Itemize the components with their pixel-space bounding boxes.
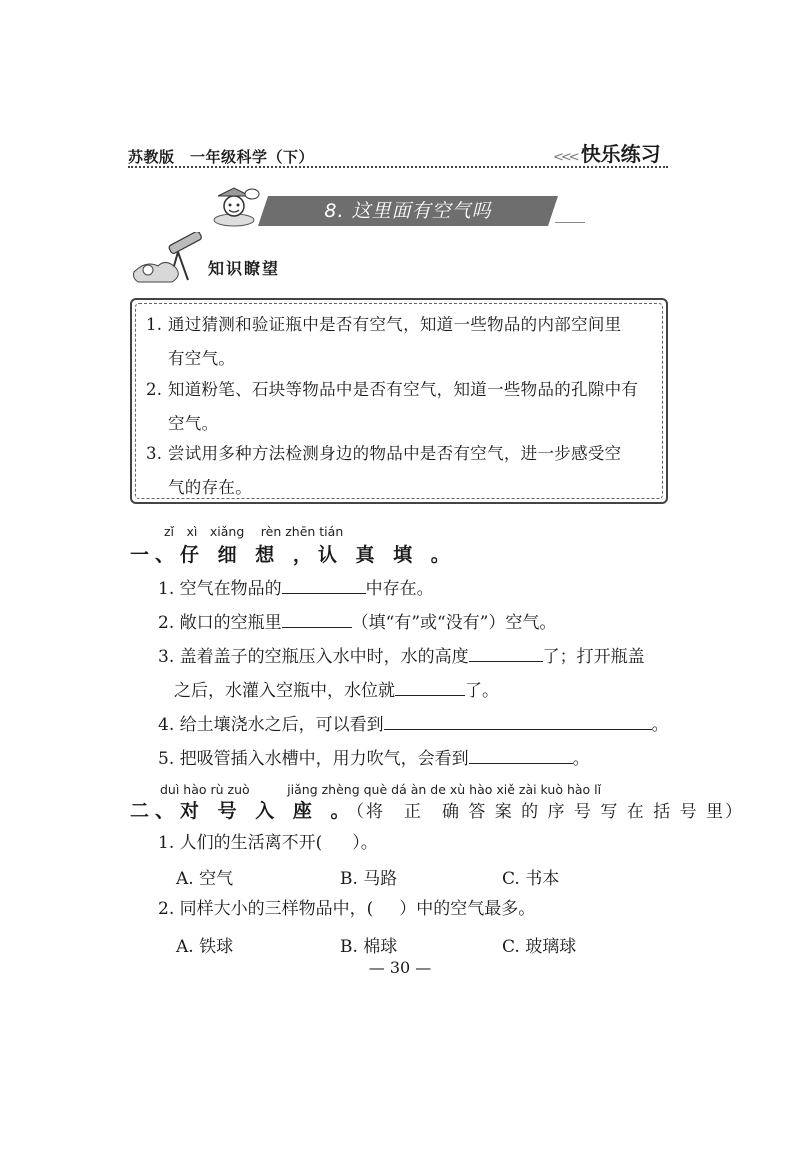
- series-title: [553, 138, 661, 167]
- choice-question-1: [158, 832, 378, 854]
- question-1: [158, 576, 434, 600]
- chevron-left-icon: <<<: [553, 150, 577, 165]
- question-text: 。: [651, 715, 669, 735]
- question-2: [158, 610, 556, 634]
- option-b[interactable]: B. 马路: [340, 869, 398, 889]
- knowledge-item-line: 3. 尝试用多种方法检测身边的物品中是否有空气，进一步感受空: [146, 444, 622, 463]
- lesson-title: 8. 这里面有空气吗: [324, 200, 492, 222]
- telescope-icon: [132, 232, 210, 284]
- section1-title: 一、仔 细 想 ，认 真 填 。: [130, 544, 456, 566]
- knowledge-box-inner: [135, 303, 663, 499]
- question-5: [158, 746, 590, 770]
- header-divider: [128, 166, 668, 168]
- knowledge-item: [146, 308, 656, 376]
- knowledge-item-line: 1. 通过猜测和验证瓶中是否有空气，知道一些物品的内部空间里: [146, 315, 622, 334]
- knowledge-box: [130, 298, 668, 504]
- option-b[interactable]: B. 棉球: [340, 937, 398, 957]
- mascot-icon: [210, 186, 262, 228]
- question-text: 。: [572, 749, 590, 769]
- section1-pinyin: zǐ xì xiǎng rèn zhēn tián: [164, 524, 344, 539]
- option-a[interactable]: A. 铁球: [176, 937, 234, 957]
- option-a[interactable]: A. 空气: [176, 869, 234, 889]
- knowledge-item: [146, 437, 656, 505]
- section2-subtitle: （将 正 确 答 案 的 序 号 写 在 括 号 里）: [355, 802, 745, 822]
- answer-blank[interactable]: [395, 678, 465, 696]
- knowledge-item-line: 2. 知道粉笔、石块等物品中是否有空气，知道一些物品的孔隙中有: [146, 380, 639, 399]
- question-4: [158, 712, 669, 736]
- question-3-line2: [174, 678, 499, 702]
- section-badge-label: 知识瞭望: [208, 259, 281, 278]
- section2-heading: [130, 796, 744, 823]
- question-text: 4. 给土壤浇水之后，可以看到: [158, 715, 384, 735]
- knowledge-item-line: 空气。: [168, 414, 219, 433]
- answer-blank[interactable]: [469, 746, 573, 764]
- question-text: 中存在。: [365, 579, 434, 599]
- lesson-title-wrap: [258, 196, 558, 226]
- option-c[interactable]: C. 玻璃球: [502, 937, 577, 957]
- answer-blank[interactable]: [469, 644, 543, 662]
- question-text: （填“有”或“没有”）空气。: [351, 613, 557, 633]
- question-text: 1. 空气在物品的: [158, 579, 282, 599]
- series-title-text: 快乐练习: [580, 142, 661, 166]
- question-text: 之后，水灌入空瓶中，水位就: [174, 681, 395, 701]
- question-text: 2. 同样大小的三样物品中，(: [158, 899, 374, 919]
- banner-tail-line: [555, 222, 585, 223]
- question-text: 3. 盖着盖子的空瓶压入水中时，水的高度: [158, 647, 469, 667]
- question-text: ）中的空气最多。: [399, 899, 536, 919]
- knowledge-item-line: 气的存在。: [168, 478, 252, 497]
- option-c[interactable]: C. 书本: [502, 869, 560, 889]
- page-number: — 30 —: [368, 958, 432, 977]
- choice-question-2: [158, 898, 535, 920]
- knowledge-item-line: 有空气。: [168, 349, 236, 368]
- question-text: 2. 敞口的空瓶里: [158, 613, 282, 633]
- answer-blank[interactable]: [384, 712, 652, 730]
- answer-blank[interactable]: [282, 576, 366, 594]
- question-text: 5. 把吸管插入水槽中，用力吹气，会看到: [158, 749, 469, 769]
- question-3-line1: [158, 644, 645, 668]
- question-text: 了；打开瓶盖: [542, 647, 645, 667]
- answer-blank[interactable]: [282, 610, 352, 628]
- section2-pinyin: duì hào rù zuò jiǎng zhèng què dá àn de xù hào xiě zài kuò hào lǐ: [160, 782, 602, 797]
- question-text: 了。: [465, 681, 499, 701]
- section2-title: 二、对 号 入 座 。: [130, 800, 356, 822]
- question-text: ）。: [352, 833, 378, 853]
- book-title: 苏教版 一年级科学（下）: [128, 148, 315, 166]
- question-text: 1. 人们的生活离不开(: [158, 833, 323, 853]
- knowledge-item: [146, 373, 656, 441]
